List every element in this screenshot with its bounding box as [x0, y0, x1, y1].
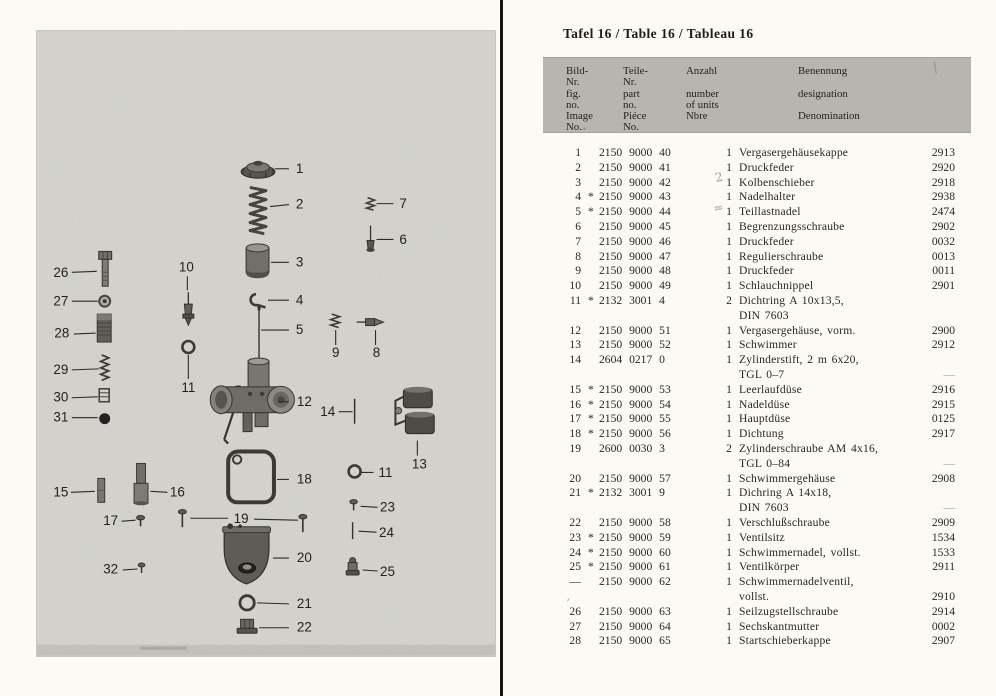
quantity: 1: [726, 338, 732, 352]
table-line: [543, 190, 956, 205]
ref-no: 2938: [931, 190, 955, 204]
part-no: 2150 9000 49: [599, 279, 671, 293]
designation: Ventilkörper: [739, 560, 800, 574]
callout-label: 25: [379, 563, 395, 579]
part-no: 2150 9000 52: [599, 338, 671, 352]
callout-label: 18: [296, 471, 312, 487]
callout-label: 28: [54, 325, 70, 341]
designation: vollst.: [739, 590, 770, 603]
part-no: 2150 9000 56: [599, 427, 671, 441]
designation: Schlauchnippel: [739, 279, 814, 293]
asterisk: *: [588, 530, 594, 544]
fig-no: 11: [569, 294, 581, 307]
quantity: 1: [726, 397, 732, 411]
ref-no: 0013: [931, 249, 955, 263]
header-qty-fr: Nbre: [686, 110, 708, 122]
callout-label: 16: [169, 484, 185, 500]
asterisk: *: [588, 412, 594, 426]
callout-label: 15: [53, 484, 69, 500]
callout-label: 8: [372, 344, 381, 360]
callout-label: 3: [295, 254, 304, 270]
callout-label: 26: [53, 264, 69, 280]
ref-no: 2908: [931, 471, 955, 485]
table-line: [543, 235, 956, 250]
part-no: 2150 9000 41: [599, 160, 671, 174]
callout-label: 11: [181, 379, 196, 395]
quantity: 1: [726, 471, 732, 485]
quantity: 1: [726, 516, 732, 529]
ref-no: 1534: [931, 530, 955, 544]
callout-label: 2: [295, 196, 304, 212]
part-no: 2150 9000 43: [599, 190, 671, 204]
quantity: 1: [726, 264, 732, 278]
fig-no: 3: [575, 175, 581, 189]
quantity: 1: [726, 619, 732, 633]
ref-no: 2913: [931, 146, 955, 159]
designation: Schwimmer: [739, 338, 797, 352]
part-no: 2150 9000 44: [599, 205, 671, 219]
quantity: 1: [726, 160, 732, 174]
quantity: 1: [726, 234, 732, 248]
right-page: [503, 0, 996, 696]
table-line: [543, 620, 956, 635]
part-no: 2132 3001 9: [599, 486, 665, 500]
table-line: [543, 338, 956, 353]
ref-no: —: [943, 456, 955, 470]
designation: Nadelhalter: [739, 190, 796, 204]
table-line: [543, 146, 956, 161]
designation: Verschlußschraube: [739, 516, 830, 529]
fig-no: 26: [569, 604, 581, 618]
designation: TGL 0–7: [739, 368, 785, 381]
quantity: 1: [726, 249, 732, 263]
ref-no: 0011: [932, 264, 955, 278]
table-line: [543, 516, 956, 531]
fig-no: 14: [569, 353, 581, 367]
designation: Kolbenschieber: [739, 175, 815, 189]
fig-no: 9: [575, 264, 581, 278]
fig-no: 24: [569, 545, 581, 559]
asterisk: *: [588, 560, 594, 574]
ref-no: 2910: [931, 590, 955, 603]
table-line: [543, 279, 956, 294]
part-plug-22: [237, 619, 257, 633]
table-line: [543, 546, 956, 561]
part-no: 2150 9000 40: [599, 146, 671, 159]
table-line: [543, 457, 956, 472]
part-piston-slide-3: [246, 244, 269, 278]
ref-no: 0125: [931, 412, 955, 426]
part-no: 2150 9000 53: [599, 382, 671, 396]
fig-no: 1: [575, 146, 581, 159]
callout-label: 22: [296, 619, 312, 635]
part-no: 2150 9000 58: [599, 516, 671, 529]
fig-no: 16: [569, 397, 581, 411]
fig-no: 6: [575, 220, 581, 233]
parts-table: [543, 146, 956, 656]
ref-no: 1533: [931, 545, 955, 559]
designation: Begrenzungsschraube: [739, 220, 845, 233]
asterisk: *: [588, 294, 594, 307]
header-part-de: Teile- Nr.: [623, 65, 649, 88]
quantity: 1: [726, 486, 732, 500]
table-line: [543, 368, 956, 383]
designation: Schwimmergehäuse: [739, 471, 836, 485]
part-no: 2150 9000 42: [599, 175, 671, 189]
quantity: 1: [726, 634, 732, 648]
part-no: 2600 0030 3: [599, 442, 665, 455]
designation: Teillastnadel: [739, 205, 801, 219]
callout-label: 1: [295, 161, 304, 177]
fig-no: 20: [569, 471, 581, 485]
callout-label: 21: [296, 595, 312, 611]
callout-label: 10: [178, 259, 194, 275]
table-line: [543, 590, 956, 605]
fig-no: 19: [569, 442, 581, 455]
table-line: [543, 383, 956, 398]
table-line: [543, 472, 956, 487]
callout-label: 30: [53, 389, 69, 405]
table-line: [543, 294, 956, 309]
designation: Nadeldüse: [739, 397, 790, 411]
part-no: 2150 9000 51: [599, 323, 671, 337]
designation: Regulierschraube: [739, 249, 824, 263]
ref-no: 2901: [931, 279, 955, 293]
designation: Druckfeder: [739, 264, 794, 278]
asterisk: *: [588, 545, 594, 559]
part-no: 2150 9000 45: [599, 220, 671, 233]
header-desig-de: Benennung: [798, 65, 848, 77]
designation: Dichtring A 10x13,5,: [739, 294, 844, 307]
fig-no: 18: [569, 427, 581, 441]
fig-no: 8: [575, 249, 581, 263]
quantity: 1: [726, 205, 732, 219]
fig-no: 23: [569, 530, 581, 544]
callout-label: 19: [233, 511, 249, 527]
fig-no: 25: [569, 560, 581, 574]
quantity: 1: [726, 412, 732, 426]
designation: Dichtung: [739, 427, 784, 441]
designation: Zylinderschraube AM 4x16,: [739, 442, 879, 455]
photo-bottom-edge: [37, 645, 495, 656]
part-no: 2150 9000 63: [599, 604, 671, 618]
fig-no: 27: [569, 619, 581, 633]
callout-label: 7: [399, 196, 407, 212]
fig-no: 15: [569, 382, 581, 396]
callout-label: 11: [378, 464, 393, 480]
table-line: [543, 442, 956, 457]
designation: Ventilsitz: [739, 530, 785, 544]
table-line: [543, 264, 956, 279]
fig-no: 13: [569, 338, 581, 352]
part-no: 2150 9000 48: [599, 264, 671, 278]
fig-no: —: [569, 575, 581, 589]
part-no: 2150 9000 59: [599, 530, 671, 544]
callout-label: 31: [53, 409, 69, 425]
part-no: 2150 9000 61: [599, 560, 671, 574]
quantity: 1: [726, 146, 732, 159]
header-fig-fr: Image No.: [566, 110, 593, 133]
pencil-mark: •: [582, 125, 587, 134]
quantity: 2: [726, 442, 732, 455]
table-line: [543, 309, 956, 324]
ref-no: 2920: [931, 160, 955, 174]
designation: Sechskantmutter: [739, 619, 820, 633]
header-qty-en: number of units: [686, 88, 719, 111]
fig-no: 28: [569, 634, 581, 648]
designation: Druckfeder: [739, 234, 794, 248]
designation: Druckfeder: [739, 160, 794, 174]
header-part-en: part no.: [623, 88, 640, 111]
ref-no: 2900: [931, 323, 955, 337]
table-line: [543, 324, 956, 339]
asterisk: *: [588, 397, 594, 411]
ref-no: 2912: [931, 338, 955, 352]
table-line: [543, 605, 956, 620]
ref-no: 2907: [931, 634, 955, 648]
ref-no: 2914: [931, 604, 955, 618]
table-line: [543, 575, 956, 590]
table-line: [543, 486, 956, 501]
table-line: [543, 398, 956, 413]
table-line: [543, 412, 956, 427]
part-no: 2150 9000 47: [599, 249, 671, 263]
table-line: [543, 161, 956, 176]
header-qty-de: Anzahl: [686, 65, 718, 77]
table-line: [543, 531, 956, 546]
designation: DIN 7603: [739, 501, 789, 515]
photo-edge-mark: [141, 647, 187, 650]
table-line: [543, 560, 956, 575]
quantity: 2: [726, 294, 732, 307]
callout-label: 27: [53, 293, 69, 309]
part-no: 2150 9000 64: [599, 619, 671, 633]
table-line: [543, 634, 956, 649]
ref-no: 0032: [931, 234, 955, 248]
part-no: 2150 9000 62: [599, 575, 671, 589]
fig-no: 10: [569, 279, 581, 293]
table-line: [543, 220, 956, 235]
designation: Zylinderstift, 2 m 6x20,: [739, 353, 859, 367]
ref-no: —: [943, 501, 955, 515]
quantity: 1: [726, 220, 732, 233]
fig-no: 4: [575, 190, 581, 204]
designation: Vergasergehäusekappe: [739, 146, 849, 159]
designation: Hauptdüse: [739, 412, 791, 426]
ref-no: 0002: [931, 619, 955, 633]
part-no: 2132 3001 4: [599, 294, 665, 307]
fig-no: 7: [575, 234, 581, 248]
callout-label: 17: [103, 513, 119, 529]
quantity: 1: [726, 427, 732, 441]
designation: Seilzugstellschraube: [739, 604, 839, 618]
exploded-diagram: [37, 31, 495, 656]
designation: Schwimmernadelventil,: [739, 575, 854, 589]
part-jet-16: [134, 463, 148, 505]
fig-no: 22: [569, 516, 581, 529]
table-line: [543, 501, 956, 516]
part-ring-27: [99, 296, 110, 307]
quantity: 1: [726, 530, 732, 544]
part-no: 2150 9000 60: [599, 545, 671, 559]
ref-no: 2911: [932, 560, 955, 574]
callout-label: 4: [295, 292, 304, 308]
asterisk: *: [588, 486, 594, 500]
part-no: 2150 9000 54: [599, 397, 671, 411]
part-no: 2604 0217 0: [599, 353, 665, 367]
ref-no: 2902: [931, 220, 955, 233]
part-jet-28: [97, 314, 111, 342]
part-no: 2150 9000 46: [599, 234, 671, 248]
header-part-fr: Piéce No.: [623, 110, 647, 133]
quantity: 1: [726, 190, 732, 204]
ref-no: 2474: [931, 205, 955, 219]
quantity: 1: [726, 175, 732, 189]
asterisk: *: [588, 382, 594, 396]
designation: Dichring A 14x18,: [739, 486, 832, 500]
callout-label: 5: [295, 322, 304, 338]
fig-no: 21: [569, 486, 581, 500]
table-line: [543, 205, 956, 220]
table-line: [543, 176, 956, 191]
ref-no: 2915: [931, 397, 955, 411]
quantity: 1: [726, 323, 732, 337]
asterisk: *: [588, 190, 594, 204]
page-title: Tafel 16 / Table 16 / Tableau 16: [563, 26, 754, 41]
pencil-mark: ʼ: [566, 597, 570, 610]
quantity: 1: [726, 545, 732, 559]
callout-label: 24: [378, 525, 394, 541]
pencil-mark: \: [931, 60, 939, 77]
callout-label: 6: [399, 231, 407, 247]
pencil-mark: ≈: [712, 199, 725, 216]
part-ball-31: [99, 413, 110, 424]
table-line: [543, 250, 956, 265]
fig-no: 17: [569, 412, 581, 426]
designation: DIN 7603: [739, 308, 789, 322]
callout-label: 20: [296, 550, 312, 566]
callout-label: 9: [331, 344, 340, 360]
ref-no: 2916: [931, 382, 955, 396]
part-tube-15: [98, 478, 105, 502]
fig-no: 2: [575, 160, 581, 174]
header-fig-de: Bild- Nr.: [566, 65, 589, 88]
designation: Schwimmernadel, vollst.: [739, 545, 861, 559]
quantity: 1: [726, 353, 732, 367]
designation: TGL 0–84: [739, 456, 791, 470]
photo-figure: [36, 30, 496, 657]
callout-label: 14: [320, 404, 336, 420]
asterisk: *: [588, 205, 594, 219]
designation: Startschieberkappe: [739, 634, 831, 648]
fig-no: 5: [575, 205, 581, 219]
table-line: [543, 353, 956, 368]
quantity: 1: [726, 560, 732, 574]
quantity: 1: [726, 604, 732, 618]
quantity: 1: [726, 279, 732, 293]
part-no: 2150 9000 55: [599, 412, 671, 426]
quantity: 1: [726, 575, 732, 589]
part-no: 2150 9000 57: [599, 471, 671, 485]
ref-no: —: [943, 368, 955, 381]
part-no: 2150 9000 65: [599, 634, 671, 648]
callout-label: 12: [296, 394, 312, 410]
quantity: 1: [726, 382, 732, 396]
designation: Vergasergehäuse, vorm.: [739, 323, 856, 337]
callout-label: 32: [103, 561, 119, 577]
asterisk: *: [588, 427, 594, 441]
designation: Leerlaufdüse: [739, 382, 802, 396]
table-line: [543, 427, 956, 442]
header-desig-fr: Denomination: [798, 110, 860, 122]
ref-no: 2909: [931, 516, 955, 529]
fig-no: 12: [569, 323, 581, 337]
callout-label: 13: [411, 456, 427, 472]
callout-label: 23: [379, 499, 395, 515]
callout-label: 29: [53, 361, 69, 377]
ref-no: 2918: [931, 175, 955, 189]
header-fig-en: fig. no.: [566, 88, 581, 111]
header-desig-en: designation: [798, 88, 848, 100]
ref-no: 2917: [931, 427, 955, 441]
pencil-mark: 2: [714, 169, 724, 185]
table-header: [543, 57, 971, 133]
